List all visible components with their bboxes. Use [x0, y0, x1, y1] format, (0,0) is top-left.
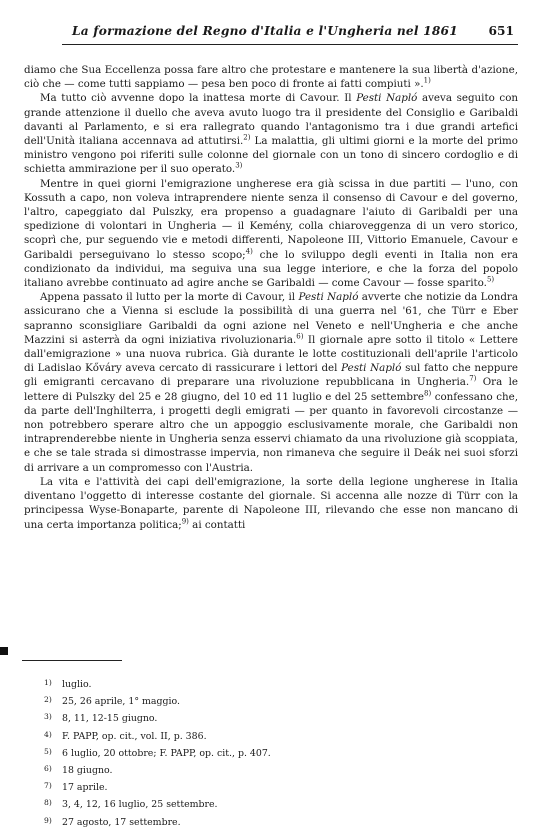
- footnote-number: 5): [44, 746, 52, 756]
- footnote-number: 6): [44, 764, 52, 774]
- footnote-text: luglio.: [62, 679, 92, 690]
- margin-marker: [0, 647, 8, 655]
- italic-text: Pesti Napló: [356, 92, 418, 105]
- text-run: Ora le lettere di Pulszky del 25 e 28 giugno, del 10 ed 11 luglio e del 25 settembre: [24, 376, 518, 403]
- italic-text: Pesti Napló: [298, 291, 359, 304]
- text-run: sul fatto che neppure gli emigranti cercavano di preparare una rivoluzione repubblicana in Ungheria.: [24, 362, 518, 389]
- footnote-text: 25, 26 aprile, 1° maggio.: [62, 696, 180, 708]
- footnote-ref: 8): [424, 389, 432, 398]
- paragraph: [24, 475, 518, 532]
- footnote-text: 27 agosto, 17 settembre.: [62, 816, 181, 828]
- footnote-number: 3): [44, 712, 52, 722]
- footnote: [44, 761, 484, 778]
- footnote-ref: 4): [245, 247, 253, 256]
- text-run: diamo che Sua Eccellenza possa fare altro che protestare e mantenere la sua libertà d'azione, ciò che — come tutti sappiamo — pesa ben poco di fronte ai fatti compiuti ».: [24, 64, 518, 91]
- footnote: [44, 727, 484, 744]
- footnote: [44, 709, 484, 726]
- text-run: Ma tutto ciò avvenne dopo la inattesa morte di Cavour. Il: [40, 92, 357, 105]
- footnote-ref: 3): [235, 162, 243, 170]
- italic-text: Pesti Napló: [341, 362, 402, 375]
- text-run: ai contatti: [188, 518, 246, 531]
- page-header: [62, 22, 518, 45]
- paragraph: [24, 63, 518, 91]
- footnote-text: 3, 4, 12, 16 luglio, 25 settembre.: [62, 799, 218, 811]
- footnote-ref: 1): [423, 76, 431, 85]
- text-run: aveva seguito con grande attenzione il duello che aveva avuto luogo tra il presidente del Consiglio e Garibaldi davanti al Parlamento, e si era rallegrato quando l'antagonismo tra i due grandi artefici dell'Unità italiana accennava ad attutirsi.: [24, 92, 519, 148]
- text-run: Il giornale apre sotto il titolo « Lettere dall'emigrazione » una nuova rubrica. Già durante le lotte costituzionali dell'aprile l'articolo di Ladislao Kőváry aveva cercato di rassicurare i lettori del: [24, 333, 518, 375]
- text-run: Mentre in quei giorni l'emigrazione ungherese era già scissa in due partiti — l'uno, con Kossuth a capo, non voleva intraprendere niente senza il consenso di Cavour e del governo, l'altro, capeggiato dal Pulszky, era propenso a guadagnare l'aiuto di Garibaldi per una spedizione di volontari in Ungheria — il Kemény, colla chiaroveggenza di un vero storico, scoprì che, pur seguendo vie e metodi differenti, Napoleone III, Vittorio Emanuele, Cavour e Garibaldi perseguivano lo stesso scopo;: [24, 177, 518, 261]
- footnotes: [44, 675, 484, 830]
- footnote: [44, 813, 484, 830]
- footnote-number: 9): [44, 815, 52, 825]
- footnote-text: F. PAPP, op. cit., vol. II, p. 386.: [62, 730, 207, 742]
- text-run: che lo sviluppo degli eventi in Italia non era condizionato da individui, ma seguiva una sua legge interiore, e che la forza del popolo italiano avrebbe continuato ad agire anche se Garibaldi — come Cavour — fosse sparito.: [24, 248, 518, 290]
- footnote-number: 8): [44, 798, 52, 808]
- footnote: [44, 744, 484, 761]
- footnote-number: 4): [44, 729, 52, 739]
- text-run: avverte che notizie da Londra assicurano che a Vienna si esclude la possibilità di una guerra nel '61, che Türr e Eber sapranno sconsigliare Garibaldi da ogni azione nel Veneto e nell'Ungheria e che anche Mazzini si asterrà da ogni iniziativa rivoluzionaria.: [24, 291, 518, 346]
- footnote-ref: 9): [181, 517, 189, 526]
- footnote-rule: [22, 660, 122, 661]
- footnote-number: 7): [44, 781, 52, 791]
- footnote-number: 2): [44, 695, 52, 705]
- footnote-ref: 5): [486, 275, 495, 284]
- text-run: confessano che, da parte dell'Inghilterra, i progetti degli emigrati — per quanto in favorevoli circostanze — non potrebbero sperare altro che un appoggio esclusivamente morale, che Garibaldi non intraprenderebbe niente in Ungheria senza esservi chiamato da una rivoluzione già scoppiata, e che se tale strada si dimostrasse impervia, non rimaneva che seguire il Deák nei suoi sforzi di arrivare a un compromesso con l'Austria.: [24, 390, 518, 474]
- footnote: [44, 675, 484, 692]
- paragraph: [24, 91, 518, 176]
- footnote: [44, 692, 484, 709]
- text-run: Appena passato il lutto per la morte di Cavour, il: [40, 291, 299, 304]
- text-run: La vita e l'attività dei capi dell'emigrazione, la sorte della legione ungherese in Italia diventano l'oggetto di interesse costante del giornale. Si accenna alle nozze di Türr con la principessa Wyse-Bonaparte, parente di Napoleone III, rilevando che esse non mancano di una certa importanza politica;: [24, 475, 518, 531]
- footnote-number: 1): [44, 678, 52, 687]
- page-number: 651: [488, 24, 514, 38]
- text-run: La malattia, gli ultimi giorni e la morte del primo ministro vengono poi riferiti sulle colonne del giornale con un tono di sincero cordoglio e di schietta ammirazione per il suo operato.: [24, 135, 518, 176]
- footnote-text: 18 giugno.: [62, 765, 113, 777]
- footnote: [44, 778, 484, 795]
- footnote-ref: 7): [469, 375, 477, 384]
- footnote-text: 17 aprile.: [62, 782, 108, 794]
- paragraph: [24, 290, 518, 475]
- footnote-ref: 2): [243, 133, 251, 142]
- footnote-text: 6 luglio, 20 ottobre; F. PAPP, op. cit., p. 407.: [62, 747, 271, 759]
- paragraph: [24, 177, 518, 291]
- running-title: La formazione del Regno d'Italia e l'Ungheria nel 1861: [72, 24, 458, 38]
- footnote: [44, 795, 484, 812]
- footnote-text: 8, 11, 12-15 giugno.: [62, 713, 158, 725]
- footnote-ref: 6): [296, 332, 304, 341]
- body-text: [24, 63, 518, 532]
